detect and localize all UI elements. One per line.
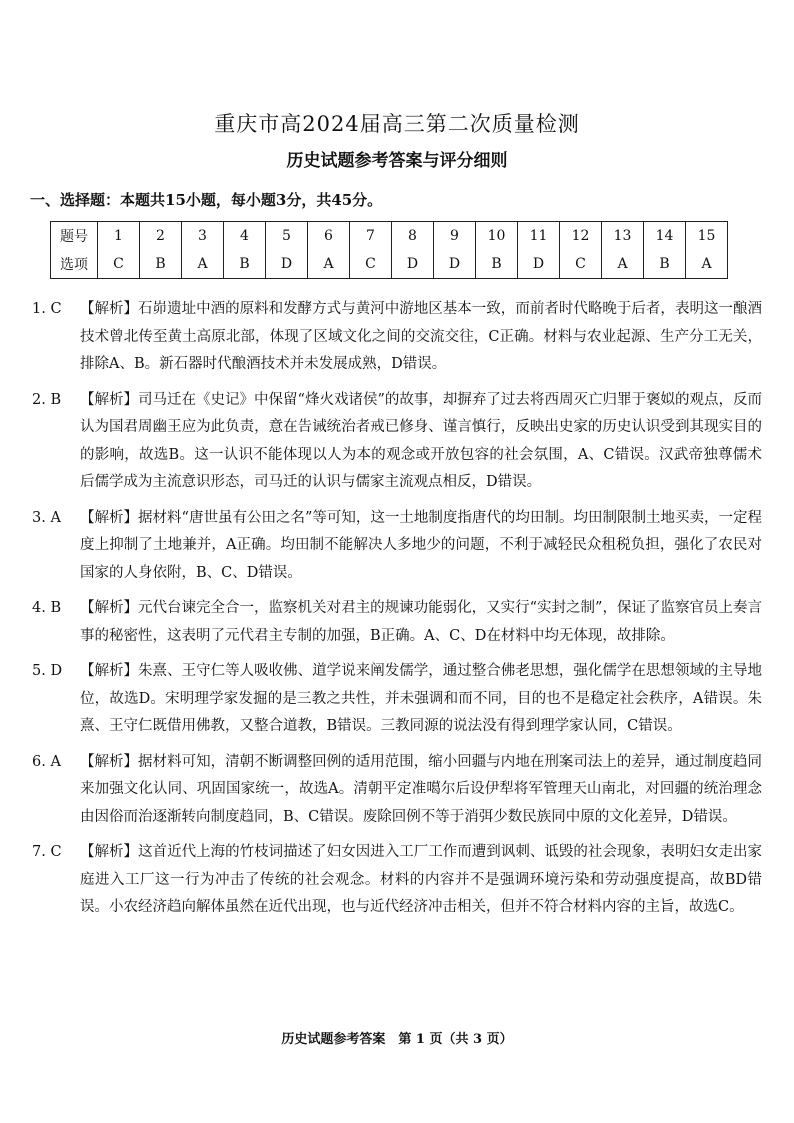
question-label: 3. A [32,509,61,526]
question-number: 5 [266,222,308,251]
section-heading: 一、选择题：本题共15小题，每小题3分，共45分。 [30,191,383,209]
row-label: 选项 [51,250,98,279]
row-label: 题号 [51,222,98,251]
answer-cell: C [560,250,602,279]
answer-cell: A [686,250,728,279]
page-title: 重庆市高2024届高三第二次质量检测 [214,112,580,136]
question-number-row [51,222,728,251]
explanation-item [32,749,762,832]
answer-cell: D [392,250,434,279]
question-number: 15 [686,222,728,251]
explanation-item [32,595,762,650]
question-number: 11 [518,222,560,251]
question-label: 2. B [32,391,62,408]
explanation-list [32,296,762,930]
page-footer: 历史试题参考答案 第 1 页（共 3 页） [281,1032,513,1047]
question-number: 4 [224,222,266,251]
answer-row [51,250,728,279]
question-number: 7 [350,222,392,251]
answer-cell: B [140,250,182,279]
explanation-item [32,387,762,497]
explanation-text: 【解析】朱熹、王守仁等人吸收佛、道学说来阐发儒学，通过整合佛老思想，强化儒学在思想领域的主导地位，故选D。宋明理学家发掘的是三教之共性，并未强调和而不同，目的也不是稳定社会秩序，A错误。朱熹、王守仁既借用佛教，又整合道教，B错误。三教同源的说法没有得到理学家认同，C错误。 [80,663,762,734]
answer-cell: B [644,250,686,279]
answer-table [50,221,728,279]
question-number: 9 [434,222,476,251]
explanation-text: 【解析】据材料“唐世虽有公田之名”等可知，这一土地制度指唐代的均田制。均田制限制土地买卖，一定程度上抑制了土地兼并，A正确。均田制不能解决人多地少的问题，不利于减轻民众租税负担，强化了农民对国家的人身依附，B、C、D错误。 [80,509,762,581]
answer-cell: A [308,250,350,279]
answer-cell: A [602,250,644,279]
explanation-item [32,296,762,379]
question-number: 13 [602,222,644,251]
explanation-text: 【解析】据材料可知，清朝不断调整回例的适用范围，缩小回疆与内地在刑案司法上的差异，通过制度趋同来加强文化认同、巩固国家统一，故选A。清朝平定准噶尔后设伊犁将军管理天山南北，对回疆的统治理念由因俗而治逐渐转向制度趋同，B、C错误。废除回例不等于消弭少数民族同中原的文化差异，D错误。 [80,753,762,825]
answer-cell: A [182,250,224,279]
page-subtitle: 历史试题参考答案与评分细则 [286,151,508,171]
question-number: 12 [560,222,602,251]
explanation-text: 【解析】这首近代上海的竹枝词描述了妇女因进入工厂工作而遭到讽刺、诋毁的社会现象，表明妇女走出家庭进入工厂这一行为冲击了传统的社会观念。材料的内容并不是强调环境污染和劳动强度提高，故BD错误。小农经济趋向解体虽然在近代出现，也与近代经济冲击相关，但并不符合材料内容的主旨，故选C。 [80,844,762,915]
explanation-item [32,839,762,922]
explanation-item [32,658,762,741]
question-label: 1. C [32,301,62,317]
answer-cell: D [518,250,560,279]
answer-cell: B [224,250,266,279]
question-label: 7. C [32,844,62,860]
answer-cell: D [434,250,476,279]
question-number: 8 [392,222,434,251]
question-label: 5. D [32,663,63,679]
question-number: 3 [182,222,224,251]
explanation-text: 【解析】司马迁在《史记》中保留“烽火戏诸侯”的故事，却摒弃了过去将西周灭亡归罪于褒姒的观点，反而认为国君周幽王应为此负责，意在告诫统治者戒已修身、谨言慎行，反映出史家的历史认识受到其现实目的的影响，故选B。这一认识不能体现以人为本的观念或开放包容的社会氛围，A、C错误。汉武帝独尊儒术后儒学成为主流意识形态，司马迁的认识与儒家主流观点相反，D错误。 [80,391,762,490]
question-label: 6. A [32,753,61,770]
question-number: 10 [476,222,518,251]
answer-cell: B [476,250,518,279]
question-number: 2 [140,222,182,251]
explanation-text: 【解析】元代台谏完全合一，监察机关对君主的规谏功能弱化，又实行“实封之制”，保证了监察官员上奏言事的秘密性，这表明了元代君主专制的加强，B正确。A、C、D在材料中均无体现，故排除。 [80,600,762,644]
answer-cell: D [266,250,308,279]
question-number: 14 [644,222,686,251]
explanation-item [32,505,762,588]
explanation-text: 【解析】石峁遗址中酒的原料和发酵方式与黄河中游地区基本一致，而前者时代略晚于后者，表明这一酿酒技术曾北传至黄土高原北部，体现了区域文化之间的交流交往，C正确。材料与农业起源、生产分工无关，排除A、B。新石器时代酿酒技术并未发展成熟，D错误。 [80,301,762,372]
question-number: 1 [98,222,140,251]
answer-cell: C [98,250,140,279]
question-label: 4. B [32,600,62,616]
answer-cell: C [350,250,392,279]
question-number: 6 [308,222,350,251]
